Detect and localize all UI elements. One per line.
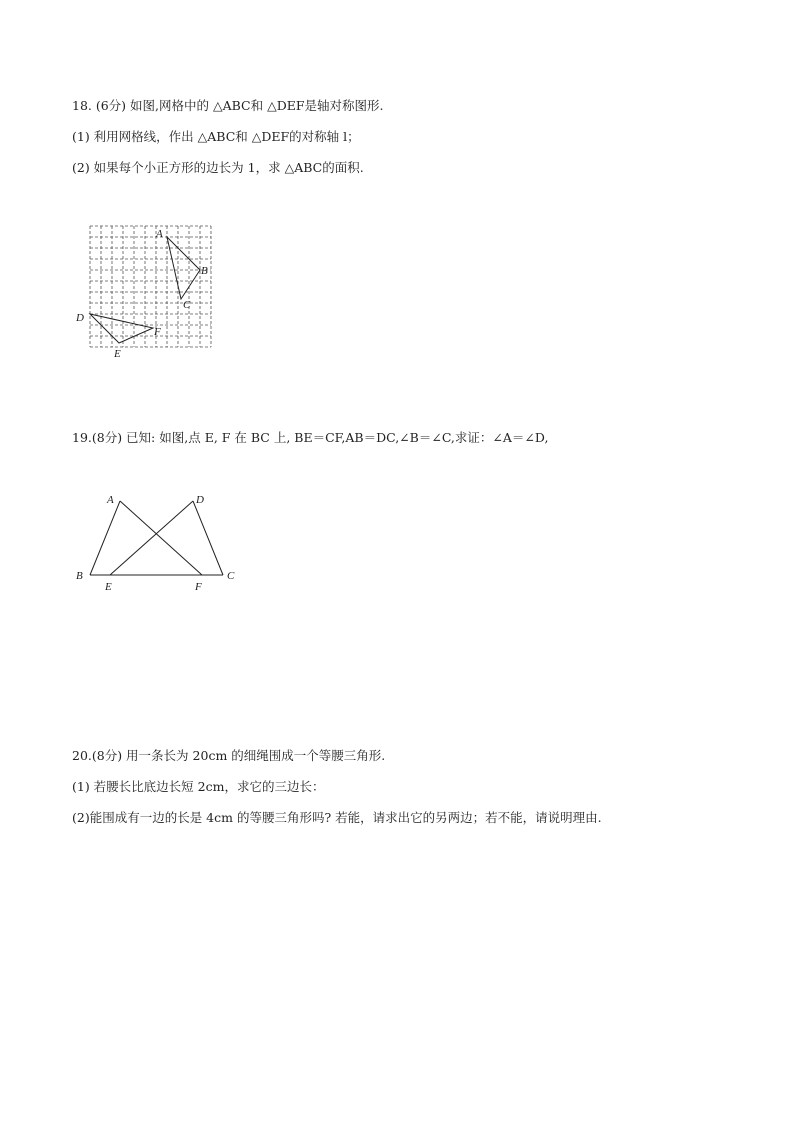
label-c: C (183, 299, 191, 311)
q20-part2: (2)能围成有一边的长是 4cm 的等腰三角形吗? 若能，请求出它的另两边；若不能，请说明理由. (72, 810, 602, 825)
q20-part1: (1) 若腰长比底边长短 2cm，求它的三边长： (72, 779, 325, 794)
segment-ab (90, 501, 120, 575)
segment-af (120, 501, 202, 575)
triangle-def (90, 314, 153, 343)
q18-part1: (1) 利用网格线，作出 △ABC和 △DEF的对称轴 l； (72, 129, 360, 144)
label-d: D (76, 312, 84, 324)
triangle-abc (167, 237, 200, 299)
label-a: A (107, 494, 114, 506)
q20-title: 20.(8分) 用一条长为 20cm 的细绳围成一个等腰三角形. (72, 748, 386, 763)
label-f: F (195, 581, 202, 593)
q18-part2: (2) 如果每个小正方形的边长为 1，求 △ABC的面积. (72, 160, 364, 175)
label-f: F (154, 326, 161, 338)
q19-triangle-figure (70, 490, 250, 595)
label-d: D (196, 494, 204, 506)
q18-grid-figure (70, 218, 220, 364)
segment-de (110, 501, 193, 575)
q19-title: 19.(8分) 已知: 如图,点 E, F 在 BC 上, BE＝CF,AB＝DC,∠B＝∠C,求证：∠A＝∠D, (72, 430, 549, 445)
label-a: A (156, 228, 163, 240)
label-b: B (201, 265, 208, 277)
label-c: C (227, 570, 235, 582)
q18-title: 18. (6分) 如图,网格中的 △ABC和 △DEF是轴对称图形. (72, 98, 384, 113)
label-e: E (114, 348, 121, 360)
label-b: B (76, 570, 83, 582)
segment-dc (193, 501, 223, 575)
label-e: E (105, 581, 112, 593)
